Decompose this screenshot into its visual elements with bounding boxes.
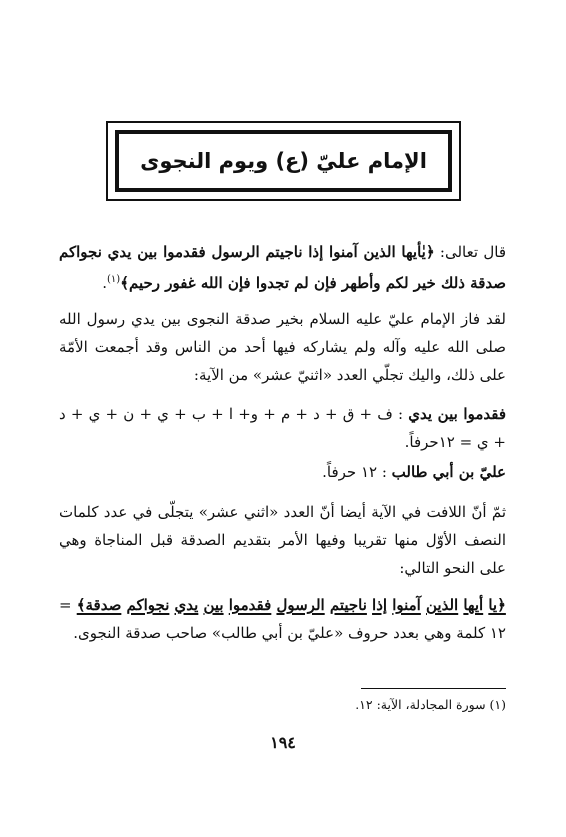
verse-word: آمنوا <box>392 596 421 614</box>
verse-word: إذا <box>372 596 388 614</box>
footnote-divider <box>361 688 506 689</box>
verse-word: فقدموا <box>228 596 272 614</box>
title-frame-inner <box>115 130 452 192</box>
paragraph-text: لقد فاز الإمام عليّ عليه السلام بخير صدقة النجوى بين يدي رسول الله صلى الله عليه وآله ولم يشاركه فيها أحد من الناس وقد أجمعت الأمّة على ذلك، واليك تجلّي العدد «اثنيّ عشر» من الآية: <box>59 310 506 384</box>
verse-end: . <box>102 274 107 292</box>
quran-verse: ﴿يٰأيها الذين آمنوا إذا ناجيتم الرسول فقدموا بين يدي نجواكم صدقة ذلك خير لكم وأطهر فإن لم تجدوا فإن الله غفور رحيم﴾ <box>59 243 506 292</box>
name-label: عليّ بن أبي طالب <box>391 463 506 481</box>
letter-formula: : ف + ق + د + م + و+ ا + ب + ي + ن + ي + د + ي = ١٢حرفاً. <box>59 405 506 451</box>
paragraph-text: ثمّ أنّ اللافت في الآية أيضا أنّ العدد «اثني عشر» يتجلّى في عدد كلمات النصف الأوّل منها تقريبا وفيها الأمر بتقديم الصدقة قبل المناجاة وهي على النحو التالي: <box>59 503 506 577</box>
page-number: ١٩٤ <box>270 733 296 752</box>
footnote: (١) سورة المجادلة، الآية: ١٢. <box>355 697 506 712</box>
word-count-result: = ١٢ كلمة وهي بعدد حروف «عليّ بن أبي طالب» صاحب صدقة النجوى. <box>59 596 506 642</box>
paragraph-word-count-intro <box>59 498 506 582</box>
paragraph-name-count <box>59 458 506 486</box>
verse-word: الذين <box>426 596 459 614</box>
verse-word: صدقة﴾ <box>76 596 122 614</box>
paragraph-letter-count <box>59 400 506 456</box>
paragraph-intro <box>59 305 506 389</box>
footnote-ref: (١) <box>107 274 121 285</box>
verse-word: الرسول <box>276 596 325 614</box>
verse-word: أيها <box>463 596 484 614</box>
verse-word: نجواكم <box>126 596 170 614</box>
verse-word: بين <box>203 596 224 614</box>
verse-word: يدي <box>174 596 199 614</box>
name-formula: : ١٢ حرفاً. <box>322 463 392 481</box>
chapter-title: الإمام عليّ (ع) ويوم النجوى <box>140 149 427 173</box>
verse-word: ﴿يا <box>488 596 506 614</box>
verse-intro: قال تعالى: <box>434 243 506 261</box>
verse-word: ناجيتم <box>329 596 367 614</box>
title-frame <box>106 121 461 201</box>
phrase-label: فقدموا بين يدي <box>408 405 506 423</box>
paragraph-word-count <box>59 591 506 647</box>
paragraph-verse <box>59 238 506 297</box>
